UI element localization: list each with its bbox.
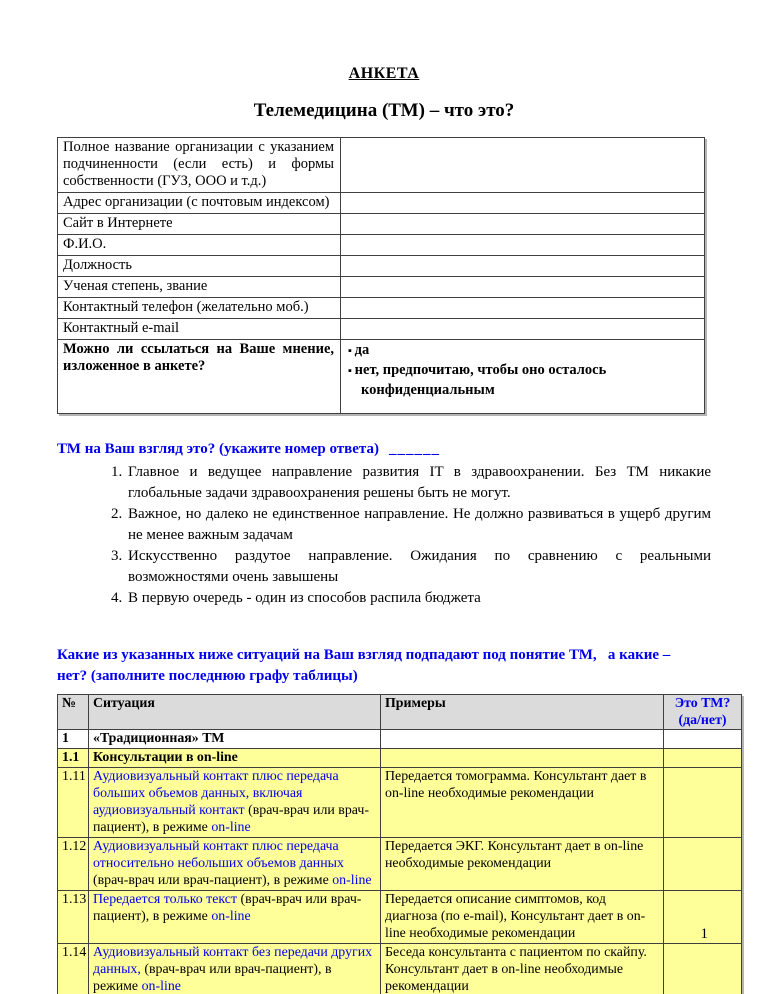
info-label-degree: Ученая степень, звание — [58, 277, 341, 298]
info-value-organization[interactable] — [341, 138, 705, 193]
list-item: 1. Главное и ведущее направление развития IT в здравоохранении. Без ТМ никакие глобальные задачи здравоохранения решены быть не могут. — [126, 462, 711, 504]
table-row — [58, 319, 705, 340]
header-examples: Примеры — [381, 695, 664, 730]
consent-option-no[interactable]: ▪ нет, предпочитаю, чтобы оно осталось конфиденциальным — [348, 361, 698, 400]
row-situation: «Традиционная» ТМ — [89, 730, 381, 749]
row-answer-cell[interactable] — [664, 838, 742, 891]
info-value-website[interactable] — [341, 214, 705, 235]
info-label-email: Контактный e-mail — [58, 319, 341, 340]
list-item: 3. Искусственно раздутое направление. Ожидания по сравнению с реальными возможностями очень завышены — [126, 546, 711, 588]
row-situation: Аудиовизуальный контакт плюс передача больших объемов данных, включая аудиовизуальный контакт (врач-врач или врач-пациент), в режиме on-line — [89, 768, 381, 838]
info-value-name[interactable] — [341, 235, 705, 256]
header-situation: Ситуация — [89, 695, 381, 730]
row-num: 1 — [58, 730, 89, 749]
question2-heading-line1: Какие из указанных ниже ситуаций на Ваш взгляд подпадают под понятие ТМ, а какие – — [57, 647, 671, 663]
row-answer-cell[interactable] — [664, 944, 742, 994]
consent-question: Можно ли ссылаться на Ваше мнение, изложенное в анкете? — [58, 340, 341, 414]
info-label-position: Должность — [58, 256, 341, 277]
row-num: 1.13 — [58, 891, 89, 944]
row-answer-cell[interactable] — [664, 730, 742, 749]
table-row — [58, 138, 705, 193]
table-row — [58, 214, 705, 235]
question2-heading-line2: нет? (заполните последнюю графу таблицы) — [57, 668, 358, 684]
row-examples — [381, 749, 664, 768]
row-num: 1.11 — [58, 768, 89, 838]
table-row — [58, 277, 705, 298]
table-row — [58, 193, 705, 214]
page-subtitle: Телемедицина (ТМ) – что это? — [253, 100, 515, 121]
table-row — [58, 891, 742, 944]
page-title: АНКЕТА — [348, 65, 420, 82]
header-is-tm: Это ТМ? (да/нет) — [664, 695, 742, 730]
info-value-phone[interactable] — [341, 298, 705, 319]
row-examples: Передается описание симптомов, код диагноза (по e-mail), Консультант дает в on-line необходимые рекомендации — [381, 891, 664, 944]
info-value-position[interactable] — [341, 256, 705, 277]
question2-heading — [57, 645, 711, 687]
contact-info-table — [57, 137, 705, 414]
info-value-degree[interactable] — [341, 277, 705, 298]
row-examples: Передается ЭКГ. Консультант дает в on-line необходимые рекомендации — [381, 838, 664, 891]
question1-options-list — [57, 462, 711, 609]
info-label-name: Ф.И.О. — [58, 235, 341, 256]
question1-heading: ТМ на Ваш взгляд это? (укажите номер ответа) — [57, 441, 379, 457]
list-item: 2. Важное, но далеко не единственное направление. Не должно развиваться в ущерб другим не менее важным задачам — [126, 504, 711, 546]
row-answer-cell[interactable] — [664, 768, 742, 838]
consent-option-yes[interactable]: ▪ да — [348, 341, 698, 361]
consent-options-cell — [341, 340, 705, 414]
table-row — [58, 235, 705, 256]
row-situation: Аудиовизуальный контакт плюс передача относительно небольших объемов данных (врач-врач или врач-пациент), в режиме on-line — [89, 838, 381, 891]
header-num: № — [58, 695, 89, 730]
table-row — [58, 749, 742, 768]
consent-row — [58, 340, 705, 414]
row-situation: Передается только текст (врач-врач или врач-пациент), в режиме on-line — [89, 891, 381, 944]
row-examples: Беседа консультанта с пациентом по скайпу. Консультант дает в on-line необходимые рекомендации — [381, 944, 664, 994]
row-situation: Консультации в on-line — [89, 749, 381, 768]
table-row — [58, 768, 742, 838]
row-num: 1.1 — [58, 749, 89, 768]
info-label-address: Адрес организации (с почтовым индексом) — [58, 193, 341, 214]
row-answer-cell[interactable] — [664, 749, 742, 768]
info-label-website: Сайт в Интернете — [58, 214, 341, 235]
info-value-address[interactable] — [341, 193, 705, 214]
list-item: 4. В первую очередь - один из способов распила бюджета — [126, 588, 711, 609]
row-examples — [381, 730, 664, 749]
row-num: 1.12 — [58, 838, 89, 891]
info-label-organization: Полное название организации с указанием подчиненности (если есть) и формы собственности (ГУЗ, ООО и т.д.) — [58, 138, 341, 193]
info-label-phone: Контактный телефон (желательно моб.) — [58, 298, 341, 319]
situations-table — [57, 694, 742, 994]
info-value-email[interactable] — [341, 319, 705, 340]
row-examples: Передается томограмма. Консультант дает в on-line необходимые рекомендации — [381, 768, 664, 838]
consent-options-list — [346, 341, 698, 400]
row-num: 1.14 — [58, 944, 89, 994]
table-row — [58, 298, 705, 319]
answer-blank-line[interactable]: ______ — [388, 441, 440, 457]
table-row — [58, 730, 742, 749]
situations-header-row — [58, 695, 742, 730]
question1-heading-block — [57, 439, 711, 460]
page-number: 1 — [700, 926, 708, 942]
table-row — [58, 256, 705, 277]
table-row — [58, 944, 742, 994]
row-situation: Аудиовизуальный контакт без передачи других данных, (врач-врач или врач-пациент), в режиме on-line — [89, 944, 381, 994]
table-row — [58, 838, 742, 891]
